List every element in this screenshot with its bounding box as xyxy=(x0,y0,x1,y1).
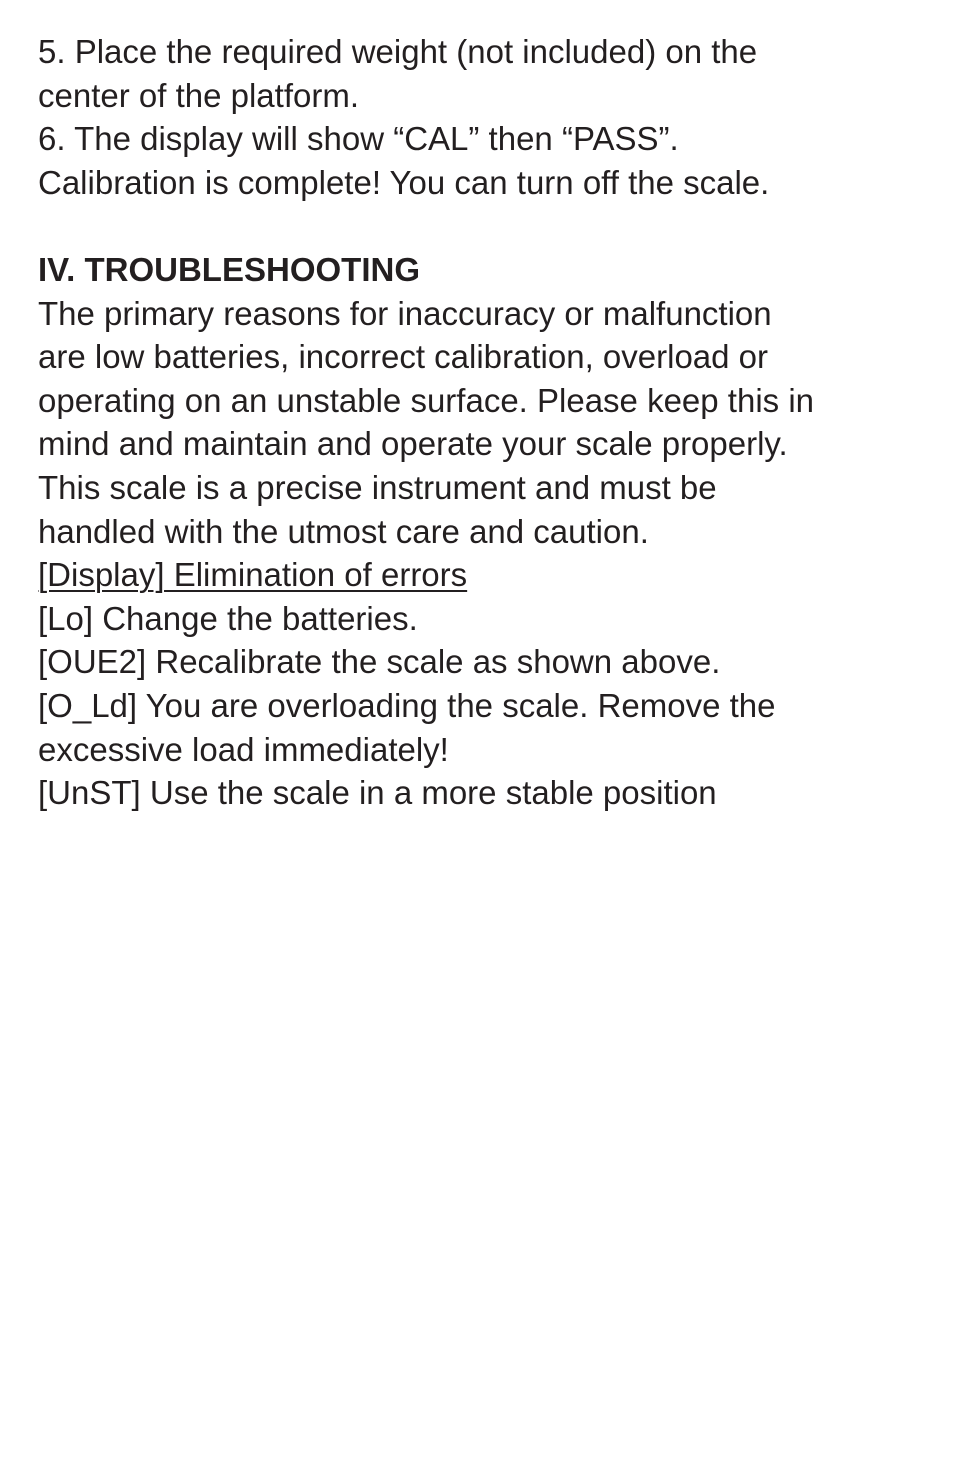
text-line: [OUE2] Recalibrate the scale as shown above. xyxy=(38,643,721,681)
troubleshooting-intro xyxy=(38,292,938,554)
calibration-step-6 xyxy=(38,117,938,204)
calibration-step-5 xyxy=(38,30,938,117)
text-line: operating on an unstable surface. Please keep this in xyxy=(38,381,815,419)
error-table-subheading: [Display] Elimination of errors xyxy=(38,556,468,594)
text-line: [Lo] Change the batteries. xyxy=(38,599,418,637)
text-line: 5. Place the required weight (not included) on the xyxy=(38,33,758,70)
text-line: [UnST] Use the scale in a more stable position xyxy=(38,774,717,812)
text-line: excessive load immediately! xyxy=(38,730,449,768)
error-item-unst xyxy=(38,771,938,815)
text-line: handled with the utmost care and caution. xyxy=(38,512,649,550)
error-item-lo xyxy=(38,597,938,641)
text-line: Calibration is complete! You can turn off the scale. xyxy=(38,163,770,201)
text-line: 6. The display will show “CAL” then “PASS”. xyxy=(38,120,679,158)
text-line: The primary reasons for inaccuracy or malfunction xyxy=(38,294,772,332)
error-item-oue2 xyxy=(38,640,938,684)
document-page xyxy=(38,30,938,815)
error-list xyxy=(38,597,938,815)
text-line: [O_Ld] You are overloading the scale. Remove the xyxy=(38,686,776,724)
text-line: center of the platform. xyxy=(38,76,359,114)
text-line: are low batteries, incorrect calibration, overload or xyxy=(38,338,769,376)
troubleshooting-section xyxy=(38,248,938,815)
error-item-o-ld xyxy=(38,684,938,771)
text-line: This scale is a precise instrument and must be xyxy=(38,468,717,506)
paragraph-gap xyxy=(38,204,938,248)
text-line: mind and maintain and operate your scale properly. xyxy=(38,425,788,463)
section-heading: IV. TROUBLESHOOTING xyxy=(38,250,420,288)
